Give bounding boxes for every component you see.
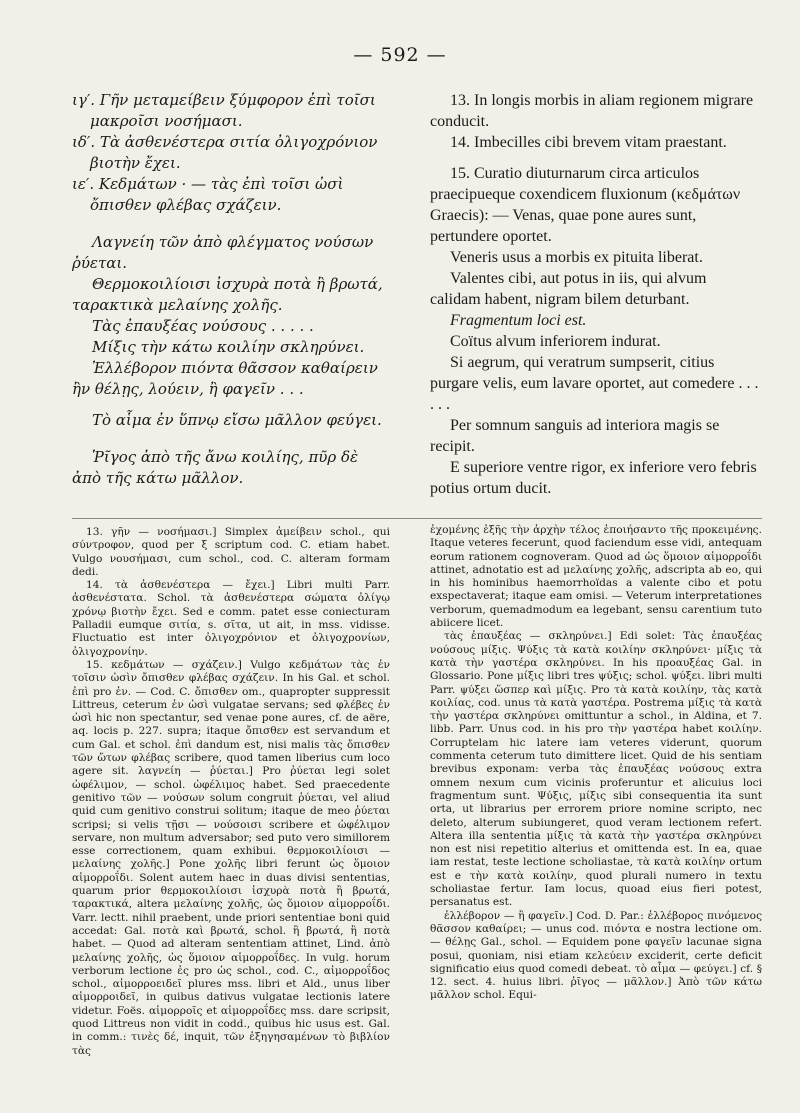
footnote-paragraph: ἐχομένης ἑξῆς τὴν ἀρχὴν τέλος ἐποιήσαντο τῆς προκειμένης. Itaque veteres fecerunt, quod faciendum esse vidi, antequam eorum rationem cognoveram. Quod ad ὡς ὅμοιον αἱμορροΐδι attinet, adnotatio est ad μελαίνης χολῆς, adscripta ab eo, qui in his hominibus haemorrhoïdas a valente cibo et potu exspectaverat; itaque eam omisi. — Veterum interpretationes verborum, quemadmodum ea legebant, sensu carentium tuto abiicere licet. <box>430 524 762 630</box>
greek-line-epauxeas: Τὰς ἐπαυξέας νούσους . . . . . <box>92 317 314 335</box>
latin-line-e-superiore: E superiore ventre rigor, ex inferiore vero febris potius ortum ducit. <box>430 459 757 497</box>
greek-line-mixis: Μίξις τὴν κάτω κοιλίην σκληρύνει. <box>92 338 365 356</box>
greek-aphorism-14: ιδ′. Τὰ ἀσθενέστερα σιτία ὀλιγοχρόνιον βιοτὴν ἔχει. <box>72 133 378 172</box>
greek-line-lagneie: Λαγνείη τῶν ἀπὸ φλέγματος νούσων ῥύεται. <box>72 233 374 272</box>
greek-line-haima: Τὸ αἷμα ἐν ὕπνῳ εἴσω μᾶλλον φεύγει. <box>92 411 382 429</box>
greek-aphorism-15: ιε′. Κεδμάτων · — τὰς ἐπὶ τοῖσι ὠσὶ ὄπισθεν φλέβας σχάζειν. <box>72 175 344 214</box>
latin-line-si-aegrum: Si aegrum, qui veratrum sumpserit, citius purgare velis, eum lavare oportet, aut comedere . . . . . . <box>430 354 759 413</box>
greek-line-elleboron: Ἐλλέβορον πιόντα θᾶσσον καθαίρειν ἢν θέλῃς, λούειν, ἢ φαγεῖν . . . <box>72 359 378 398</box>
latin-line-valentes: Valentes cibi, aut potus in iis, qui alvum calidam habent, nigram bilem deturbant. <box>430 270 707 308</box>
footnote-paragraph: ἐλλέβορον — ἢ φαγεῖν.] Cod. D. Par.: ἐλλέβορος πινόμενος θᾶσσον καθαίρει; — unus cod. πιόντα e nostra lectione om. — θέλῃς Gal., schol. — Equidem pone φαγεῖν lacunae signa posui, quoniam, nisi etiam κελεύειν exciderit, certe deficit significatio eius quod comedi debeat. τὸ αἷμα — φεύγει.] cf. § 12. sect. 4. huius libri. ῥῖγος — μᾶλλον.] Ἀπὸ τῶν κάτω μᾶλλον schol. Equi- <box>430 909 762 1002</box>
latin-text-column <box>430 90 760 499</box>
latin-line-veneris: Veneris usus a morbis ex pituita liberat. <box>450 249 703 266</box>
latin-aphorism-13: 13. In longis morbis in aliam regionem migrare conducit. <box>430 92 754 130</box>
footnote-paragraph: 15. κεδμάτων — σχάζειν.] Vulgo κεδμάτων τὰς ἐν τοῖσιν ὠσὶν ὄπισθεν φλέβας σχάζειν. In his Gal. et schol. ἐπὶ pro ἐν. — Cod. C. ὄπισθεν om., quapropter suppressit Littreus, ceterum ἐν ὠσὶ vulgatae servans; sed φλέβες ἐν ὠσὶ hic non spectantur, sed venae pone aures, cf. de aëre, aq. locis p. 227. supra; itaque ὄπισθεν est servandum et cum Gal. et schol. ἐπὶ dandum est, nisi malis τὰς ὄπισθεν τῶν ὤτων φλέβας scribere, quod tamen liberius cum loco agere sit. λαγνείη — ῥύεται.] Pro ῥύεται legi solet ὠφέλιμον, — schol. ὠφέλιμος habet. Sed praecedente genitivo τῶν — νούσων solum congruit ῥύεται, vel aliud quid cum genitivo construi solitum; itaque de meo ῥύεται scripsi; si velis τῇσι — νούσοισι scribere et ὠφέλιμον servare, non multum adversabor; sed puto vero simillorem esse correctionem, quam exhibui. θερμοκοιλίοισι — μελαίνης χολῆς.] Pone χολῆς libri ferunt ὡς ὅμοιον αἱμορροΐδι. Solent autem haec in duas divisi sententias, quarum prior θερμοκοιλίοισι ἰσχυρὰ ποτὰ ἢ βρωτά, ταρακτικά, altera μελαίνης χολῆς, ὡς ὅμοιον αἱμορροΐδι. Varr. lectt. nihil praebent, unde priori sententiae boni quid accedat: Gal. ποτὰ καὶ βρωτά, schol. ἢ βρωτά, ἢ ποτὰ habet. — Quod ad alteram sententiam attinet, Lind. ἀπὸ μελαίνης χολῆς, ὡς ὅμοιον αἱμορροΐδες. In vulg. horum verborum lectione ἐς pro ὡς schol., cod. C., αἱμορροΐδος schol., αἱμορροειδεῖ plures mss. libri et Ald., unus liber αἱμορροιδεῖ, in quibus dativus vulgatae lectionis latere videtur. Foës. αἱμορροῖς et αἱμορροΐδες mss. dare scripsit, quod Littreus non vidit in codd., quibus hic usus est. Gal. in comm.: τινὲς δέ, inquit, τῶν ἐξηγησαμένων τὸ βιβλίον τὰς <box>72 658 390 1057</box>
footnote-paragraph: 13. γῆν — νοσήμασι.] Simplex ἀμείβειν schol., qui σύντροφον, quod per ξ scriptum cod. C. etiam habet. Vulgo νουσήμασι, cum schol., cod. C. alteram formam dedi. <box>72 526 390 578</box>
footnote-paragraph: τὰς ἐπαυξέας — σκληρύνει.] Edi solet: Τὰς ἐπαυξέας νούσους μίξις. Ψύξις τὰ κατὰ κοιλίην σκληρύνει· μίξις τὰ κατὰ τὴν γαστέρα σκληρύνει. In his προαυξέας Gal. in Glossario. Pone μίξις libri tres ψύξις; schol. ψύξει. libri multi Parr. ψύξει ὥσπερ καὶ μίξις. Pro τὰ κατὰ κοιλίην, τὰς κατὰ κοιλίας, cod. unus τὰ κατὰ γαστέρα. Postrema μίξις τὰ κατὰ τὴν γαστέρα σκληρύνει omittuntur a schol., in Aldina, et 7. libb. Parr. Unus cod. in his pro τὴν γαστέρα habet κοιλίην. Corruptelam hic latere iam veteres viderunt, quorum commenta ceterum tuto dimittere licet. Quid de his sentiam brevibus exponam: verba τὰς ἐπαυξέας νούσους extra omnem nexum cum vicinis proferuntur et alicuius loci fragmentum sunt. Ψύξις, μίξις sibi consequentia ita sunt orta, ut librarius per errorem priore nomine scripto, nec deleto, alterum subiungeret, quod veram lectionem refert. Altera illa sententia μίξις τὰ κατὰ τὴν γαστέρα σκληρύνει non est nisi repetitio alterius et omittenda est. In ea, quae iam restat, teste lectione scholiastae, τὰ κατὰ κοιλίην ortum est e τὴν κατὰ κοιλίην, quod plurali numero in textu scholiastae fertur. Iam locus, quoad eius fieri potest, persanatus est. <box>430 630 762 909</box>
latin-line-per-somnum: Per somnum sanguis ad interiora magis se recipit. <box>430 417 720 455</box>
notes-divider <box>72 518 762 519</box>
greek-line-rhigos: Ῥῖγος ἀπὸ τῆς ἄνω κοιλίης, πῦρ δὲ ἀπὸ τῆς κάτω μᾶλλον. <box>72 448 359 487</box>
latin-line-coitus: Coïtus alvum inferiorem indurat. <box>450 333 661 350</box>
latin-aphorism-14: 14. Imbecilles cibi brevem vitam praestant. <box>450 134 727 151</box>
greek-text-column <box>72 90 390 489</box>
latin-aphorism-15: 15. Curatio diuturnarum circa articulos praecipueque coxendicem fluxionum (κεδμάτων Graecis): — Venas, quae pone aures sunt, pertundere oportet. <box>430 165 741 245</box>
greek-line-thermokoilioisi: Θερμοκοιλίοισι ἰσχυρὰ ποτὰ ἢ βρωτά, ταρακτικὰ μελαίνης χολῆς. <box>72 275 383 314</box>
footnotes-right <box>430 524 762 1003</box>
footnote-paragraph: 14. τὰ ἀσθενέστερα — ἔχει.] Libri multi Parr. ἀσθενέστατα. Schol. τὰ ἀσθενέστερα σώματα ὀλίγῳ χρόνῳ βιοτὴν ἔχει. Sed e comm. patet esse coniecturam Palladii eumque σιτία, s. σῖτα, ut ait, in mss. vidisse. Fluctuatio est inter ὀλιγοχρόνιον et ὀλιγοχρονίων, ὀλιγοχρονίην. <box>72 579 390 658</box>
greek-aphorism-13: ιγ′. Γῆν μεταμείβειν ξύμφορον ἐπὶ τοῖσι μακροῖσι νοσήμασι. <box>72 91 376 130</box>
latin-line-fragmentum: Fragmentum loci est. <box>450 312 587 329</box>
page-number: — 592 — <box>353 44 447 66</box>
footnotes-left <box>72 526 390 1058</box>
